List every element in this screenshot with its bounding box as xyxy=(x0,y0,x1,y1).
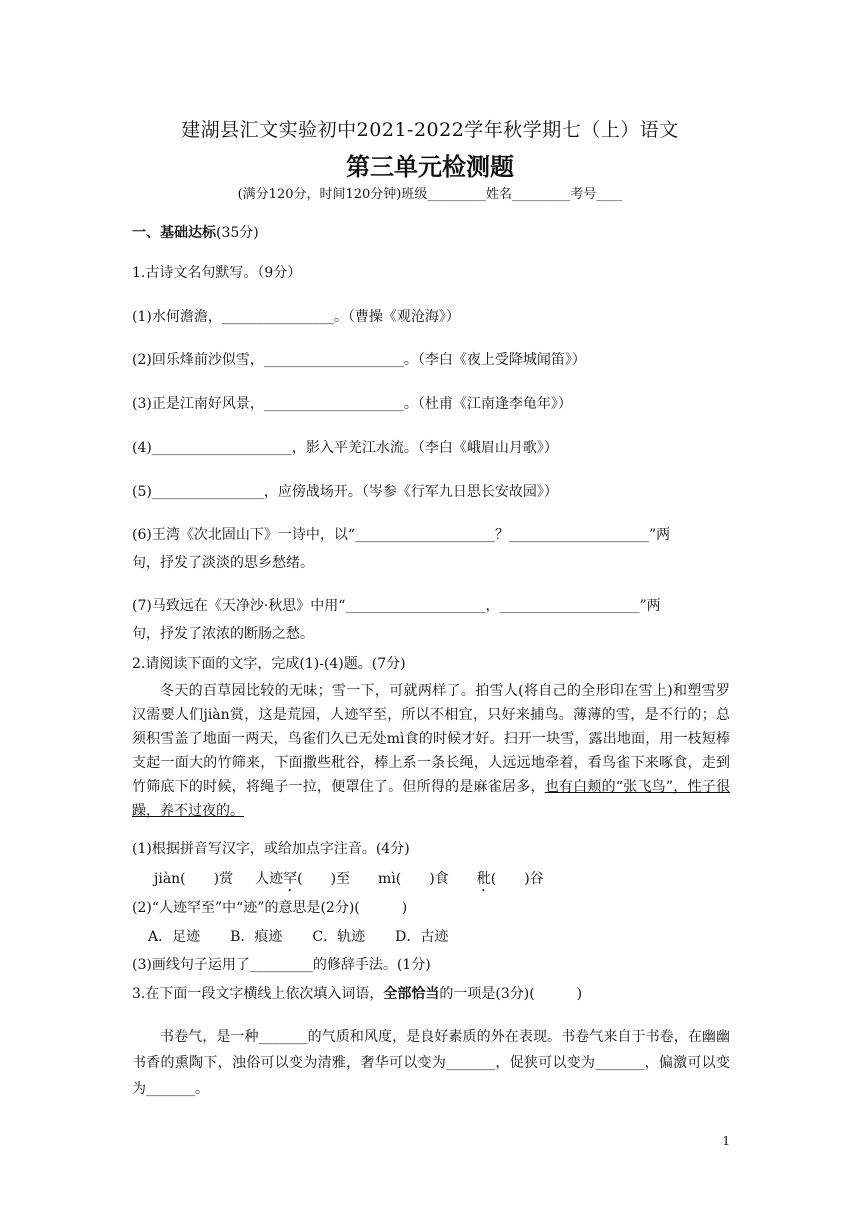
q2-sub3: (3)画线句子运用了_________的修辞手法。(1分) xyxy=(132,957,431,973)
q1-item-5: (5)________________，应傍战场开。（岑参《行军九日思长安故园》） xyxy=(132,484,558,500)
exam-school-title: 建湖县汇文实验初中2021-2022学年秋学期七（上）语文 xyxy=(181,119,679,141)
q2-sub1-item-han-dotted: 罕 xyxy=(283,871,298,887)
q2-sub1-item-mi: mì( )食 xyxy=(378,871,449,887)
q2-sub1-item-jian: jiàn( )赏 xyxy=(154,871,234,887)
section-score: (35分) xyxy=(216,225,259,241)
q1-item-7-line2: 句，抒发了浓浓的断肠之愁。 xyxy=(132,626,314,642)
q2-sub1: (1)根据拼音写汉字，或给加点字注音。(4分) xyxy=(132,841,410,857)
q2-stem: 2.请阅读下面的文字，完成(1)-(4)题。(7分) xyxy=(132,656,406,672)
exam-info-line: (满分120分，时间120分钟)班级_________姓名_________考号____ xyxy=(237,187,623,202)
section-title: 一、基础达标 xyxy=(132,225,216,241)
q3-stem-part1: 3.在下面一段文字横线上依次填入词语， xyxy=(132,986,384,1002)
q3-stem xyxy=(132,985,732,1003)
q2-option-c: C．轨迹 xyxy=(312,929,366,945)
q1-stem: 1.古诗文名句默写。（9分） xyxy=(132,265,302,281)
section-heading xyxy=(132,224,732,242)
q2-option-d: D．古迹 xyxy=(395,929,449,945)
q2-sub1-item-han-suffix: ( )至 xyxy=(297,871,351,887)
q2-sub1-items xyxy=(154,870,754,895)
q1-item-2: (2)回乐烽前沙似雪，____________________。（李白《夜上受降城闻笛》） xyxy=(132,352,586,368)
q3-passage: 书卷气，是一种_______的气质和风度，是良好素质的外在表现。书卷气来自于书卷，在幽幽书香的熏陶下，浊俗可以变为清雅，奢华可以变为_______，促狭可以变为_______，偏激可以变为_______。 xyxy=(132,1029,730,1097)
q2-option-b: B．痕迹 xyxy=(230,929,283,945)
q2-sub1-item-bi-dotted: 秕 xyxy=(476,871,491,887)
q2-sub1-item-ji-prefix: 人迹 xyxy=(255,871,284,887)
page-number: 1 xyxy=(722,1134,730,1148)
q1-item-7-line1: (7)马致远在《天净沙·秋思》中用“____________________，____________________”两 xyxy=(132,598,661,614)
q3-stem-part2: 的一项是(3分)( ) xyxy=(439,986,583,1002)
q1-item-1: (1)水何澹澹，________________。（曹操《观沧海》） xyxy=(132,309,460,325)
q1-item-6-line1: (6)王湾《次北固山下》一诗中，以“____________________？____________________”两 xyxy=(132,527,671,543)
q2-sub2: (2)“人迹罕至”中“迹”的意思是(2分)( ) xyxy=(132,900,408,916)
q2-sub2-options xyxy=(148,928,748,946)
q2-passage-text: 冬天的百草园比较的无味；雪一下，可就两样了。拍雪人(将自己的全形印在雪上)和塑雪罗汉需要人们jiàn赏，这是荒园，人迹罕至，所以不相宜，只好来捕鸟。薄薄的雪，是不行的；总须积雪盖了地面一两天，鸟雀们久已无处mì食的时候才好。扫开一块雪，露出地面，用一枝短棒支起一面大的竹筛来，下面撒些秕谷，棒上系一条长绳，人远远地牵着，看鸟雀下来啄食，走到竹筛底下的时候，将绳子一拉，便罩住了。但所得的是麻雀居多， xyxy=(132,683,730,795)
q1-item-4: (4)____________________，影入平羌江水流。（李白《峨眉山月歌》） xyxy=(132,440,558,456)
q3-stem-emphasis: 全部恰当 xyxy=(383,986,440,1002)
exam-unit-title: 第三单元检测题 xyxy=(346,153,514,181)
q1-item-3: (3)正是江南好风景，____________________。（杜甫《江南逢李龟年》） xyxy=(132,396,572,412)
q2-option-a: A．足迹 xyxy=(148,929,201,945)
q2-passage xyxy=(132,679,730,823)
q2-sub1-item-bi-suffix: ( )谷 xyxy=(490,871,544,887)
q2-passage-underlined: 也有白颊的“张飞鸟”，性子很躁，养不过夜的。 xyxy=(132,779,730,819)
q1-item-6-line2: 句，抒发了淡淡的思乡愁绪。 xyxy=(132,555,314,571)
